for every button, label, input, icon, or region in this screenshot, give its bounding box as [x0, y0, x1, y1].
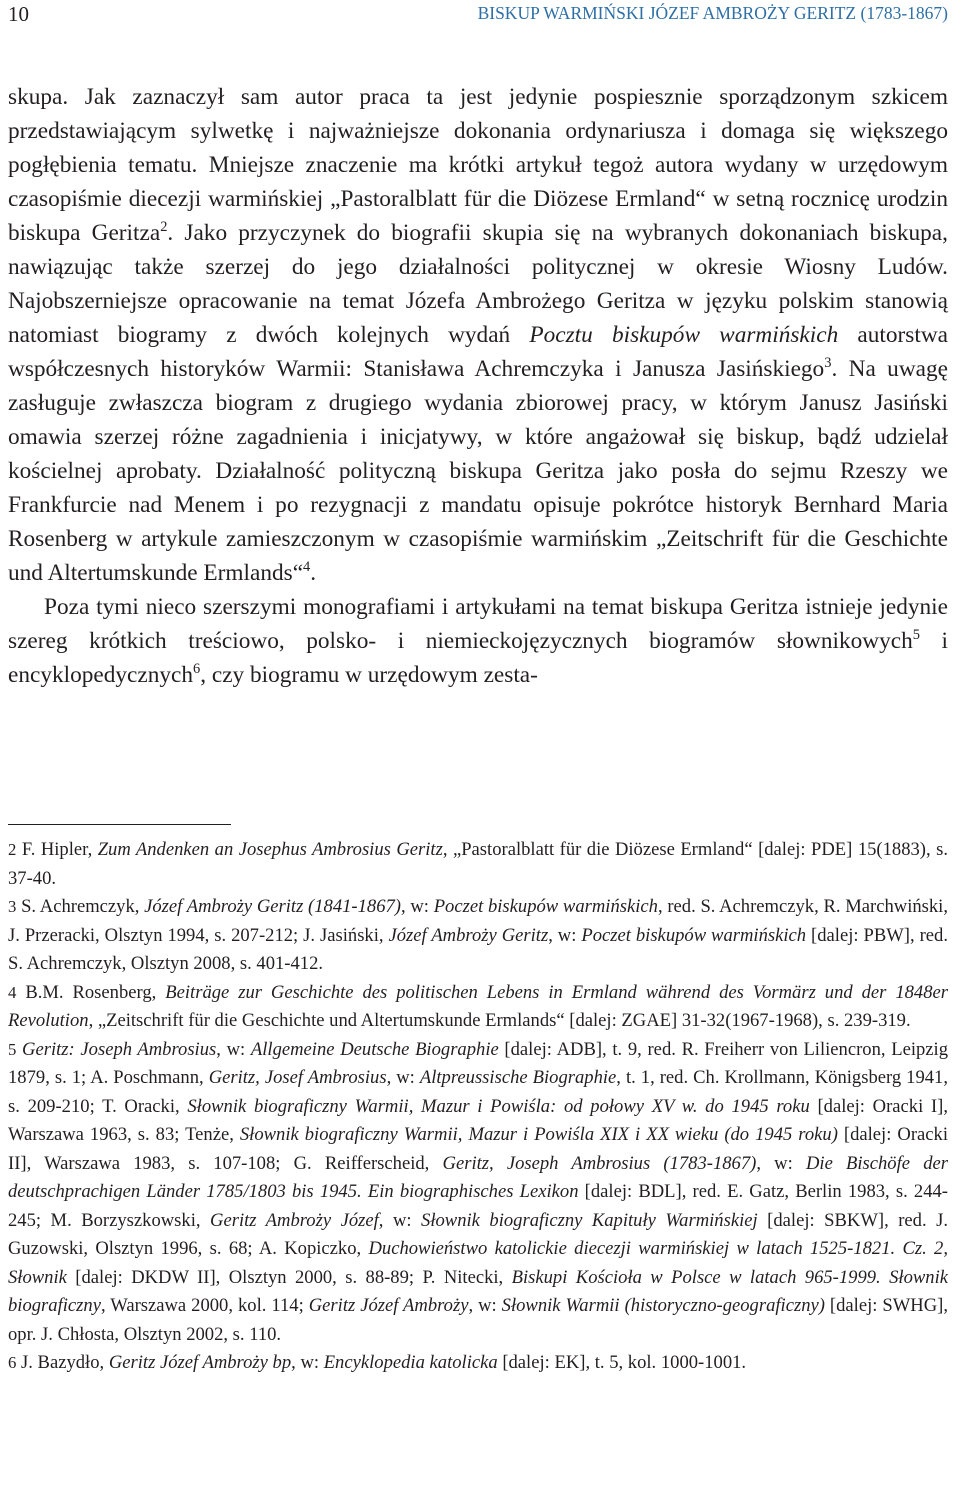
text-run: [dalej: EK], t. 5, kol. 1000-1001. [497, 1352, 747, 1373]
text-run: , t. 1, red. Ch. Krollmann, Königsberg 1941, s. 209-210; T. Oracki, [8, 1067, 948, 1117]
text-run: [dalej: SWHG], opr. J. Chłosta, Olsztyn 2002, s. 110. [8, 1295, 948, 1345]
text-run: F. Hipler, [16, 839, 98, 860]
text-run: i encyklopedycznych [8, 628, 949, 688]
text-run: , w: [548, 924, 582, 946]
footnote-ref[interactable]: 5 [912, 627, 920, 644]
italic-title: Słownik biograficzny Warmii, Mazur i Powiśla: od połowy XV w. do 1945 roku [187, 1095, 810, 1117]
italic-title: Geritz, Josef Ambrosius [208, 1067, 387, 1088]
text-run: [dalej: PBW], red. S. Achremczyk, Olsztyn 2008, s. 401-412. [8, 924, 948, 974]
italic-title: Biskupi Kościoła w Polsce w latach 965-1999. Słownik biograficzny [8, 1266, 948, 1316]
main-text [8, 80, 948, 692]
text-run: S. Achremczyk, [16, 896, 145, 917]
text-run: autorstwa współczesnych historyków Warmii: Stanisława Achremczyka i Janusza Jasińskiego [8, 322, 949, 382]
italic-title: Geritz Józef Ambroży [308, 1295, 469, 1316]
text-run: B.M. Rosenberg, [16, 981, 166, 1003]
italic-title: Józef Ambroży Geritz [388, 924, 549, 946]
footnote-2 [8, 836, 948, 893]
footnote-ref[interactable]: 6 [193, 661, 201, 678]
text-run: , „Pastoralblatt für die Diözese Ermland“ [dalej: PDE] 15(1883), s. 37-40. [8, 839, 948, 889]
footnote-ref[interactable]: 2 [160, 219, 168, 236]
running-title: BISKUP WARMIŃSKI JÓZEF AMBROŻY GERITZ (1783-1867) [477, 3, 948, 23]
italic-title: Józef Ambroży Geritz (1841-1867) [144, 896, 401, 917]
text-run: [dalej: Oracki I], Warszawa 1963, s. 83; Tenże, [8, 1095, 948, 1145]
footnote-separator [8, 824, 231, 825]
italic-title: Słownik Warmii (historyczno-geograficzny) [501, 1295, 825, 1316]
page-header [8, 0, 948, 38]
text-run: [dalej: ADB], t. 9, red. R. Freiherr von Liliencron, Leipzig 1879, s. 1; A. Poschmann, [8, 1038, 949, 1088]
text-run: , w: [386, 1067, 420, 1088]
italic-title: Altpreussische Biographie [419, 1067, 617, 1088]
footnote-number: 2 [8, 840, 17, 859]
text-run: , w: [756, 1152, 806, 1174]
italic-title: Geritz Józef Ambroży bp [108, 1352, 292, 1373]
text-run: [dalej: BDL], red. E. Gatz, Berlin 1983, s. 244-245; M. Borzyszkowski, [8, 1181, 948, 1231]
text-run: , w: [291, 1352, 324, 1373]
italic-title: Geritz, Joseph Ambrosius (1783-1867) [442, 1152, 757, 1174]
text-run: Poza tymi nieco szerszymi monografiami i artykułami na temat biskupa Geritza istnieje jedynie szereg krótkich treściowo, polsko- i niemieckojęzycznych biogramów słownikowych [8, 594, 948, 654]
italic-title: Pocztu biskupów warmińskich [529, 322, 839, 348]
italic-title: Geritz: Joseph Ambrosius [16, 1038, 217, 1060]
text-run: [dalej: Oracki II], Warszawa 1983, s. 107-108; G. Reifferscheid, [8, 1124, 948, 1174]
italic-title: Poczet biskupów warmińskich [433, 896, 658, 917]
text-run: , w: [401, 896, 434, 917]
footnote-4 [8, 979, 948, 1036]
text-run: , w: [216, 1038, 251, 1060]
page-number: 10 [8, 2, 29, 26]
text-run: skupa. Jak zaznaczył sam autor praca ta jest jedynie pospiesznie sporządzonym szkicem przedstawiającym sylwetkę i najważniejsze dokonania ordynariusza i domaga się większego pogłębienia tematu. Mniejsze znaczenie ma krótki artykuł tegoż autora wydany w urzędowym czasopiśmie diecezji warmińskiej „Pastoralblatt für die Diözese Ermland“ w setną rocznicę urodzin biskupa Geritza [8, 84, 948, 246]
italic-title: Beiträge zur Geschichte des politischen Lebens in Ermland während des Vormärz und der 1848er Revolution [8, 981, 948, 1031]
italic-title: Allgemeine Deutsche Biographie [250, 1038, 499, 1060]
footnote-5 [8, 1036, 948, 1350]
italic-title: Geritz Ambroży Józef [210, 1209, 379, 1231]
footnote-ref[interactable]: 3 [824, 355, 832, 372]
text-run: , w: [378, 1209, 422, 1231]
footnote-3 [8, 893, 948, 979]
paragraph [8, 80, 948, 590]
footnote-number: 6 [8, 1353, 17, 1372]
italic-title: Poczet biskupów warmińskich [581, 924, 807, 946]
footnote-ref[interactable]: 4 [303, 559, 311, 576]
text-run: J. Bazydło, [16, 1352, 109, 1373]
italic-title: Słownik biograficzny Kapituły Warmińskiej [421, 1209, 758, 1231]
italic-title: Die Bischöfe der deutschprachigen Länder 1785/1803 bis 1945. Ein biographisches Lexikon [8, 1152, 948, 1202]
footnotes [8, 836, 948, 1378]
text-run: [dalej: DKDW II], Olsztyn 2000, s. 88-89; P. Nitecki, [66, 1266, 512, 1288]
text-run: [dalej: SBKW], red. J. Guzowski, Olsztyn 1996, s. 68; A. Kopiczko, [8, 1209, 948, 1259]
text-run: . Na uwagę zasługuje zwłaszcza biogram z drugiego wydania zbiorowej pracy, w którym Janusz Jasiński omawia szerzej różne zagadnienia i inicjatywy, w które angażował się biskup, bądź udzielał kościelnej aprobaty. Działalność polityczną biskupa Geritza jako posła do sejmu Rzeszy we Frankfurcie nad Menem i po rezygnacji z mandatu opisuje pokrótce historyk Bernhard Maria Rosenberg w artykule zamieszczonym w czasopiśmie warmińskim „Zeitschrift für die Geschichte und Altertumskunde Ermlands“ [8, 356, 948, 586]
italic-title: Encyklopedia katolicka [323, 1352, 498, 1373]
italic-title: Słownik biograficzny Warmii, Mazur i Powiśla XIX i XX wieku (do 1945 roku) [239, 1124, 838, 1145]
text-run: , Warszawa 2000, kol. 114; [100, 1295, 309, 1316]
text-run: , red. S. Achremczyk, R. Marchwiński, J. Przeracki, Olsztyn 1994, s. 207-212; J. Jasiński, [8, 896, 948, 946]
italic-title: Duchowieństwo katolickie diecezji warmińskiej w latach 1525-1821. Cz. 2, Słownik [8, 1238, 948, 1288]
text-run: , czy biogramu w urzędowym zesta- [200, 662, 538, 688]
italic-title: Zum Andenken an Josephus Ambrosius Geritz [97, 839, 443, 860]
paragraph [8, 590, 948, 692]
text-run: . [310, 560, 317, 586]
text-run: . Jako przyczynek do biografii skupia się na wybranych dokonaniach biskupa, nawiązując także szerzej do jego działalności politycznej w okresie Wiosny Ludów. Najobszerniejsze opracowanie na temat Józefa Ambrożego Geritza w języku polskim stanowią natomiast biogramy z dwóch kolejnych wydań [8, 220, 948, 348]
text-run: , „Zeitschrift für die Geschichte und Altertumskunde Ermlands“ [dalej: ZGAE] 31-32(1967-1968), s. 239-319. [88, 1010, 911, 1031]
footnote-number: 4 [8, 982, 17, 1002]
footnote-6 [8, 1349, 948, 1378]
footnote-number: 5 [8, 1039, 17, 1059]
text-run: , w: [468, 1295, 502, 1316]
footnote-number: 3 [8, 897, 17, 916]
